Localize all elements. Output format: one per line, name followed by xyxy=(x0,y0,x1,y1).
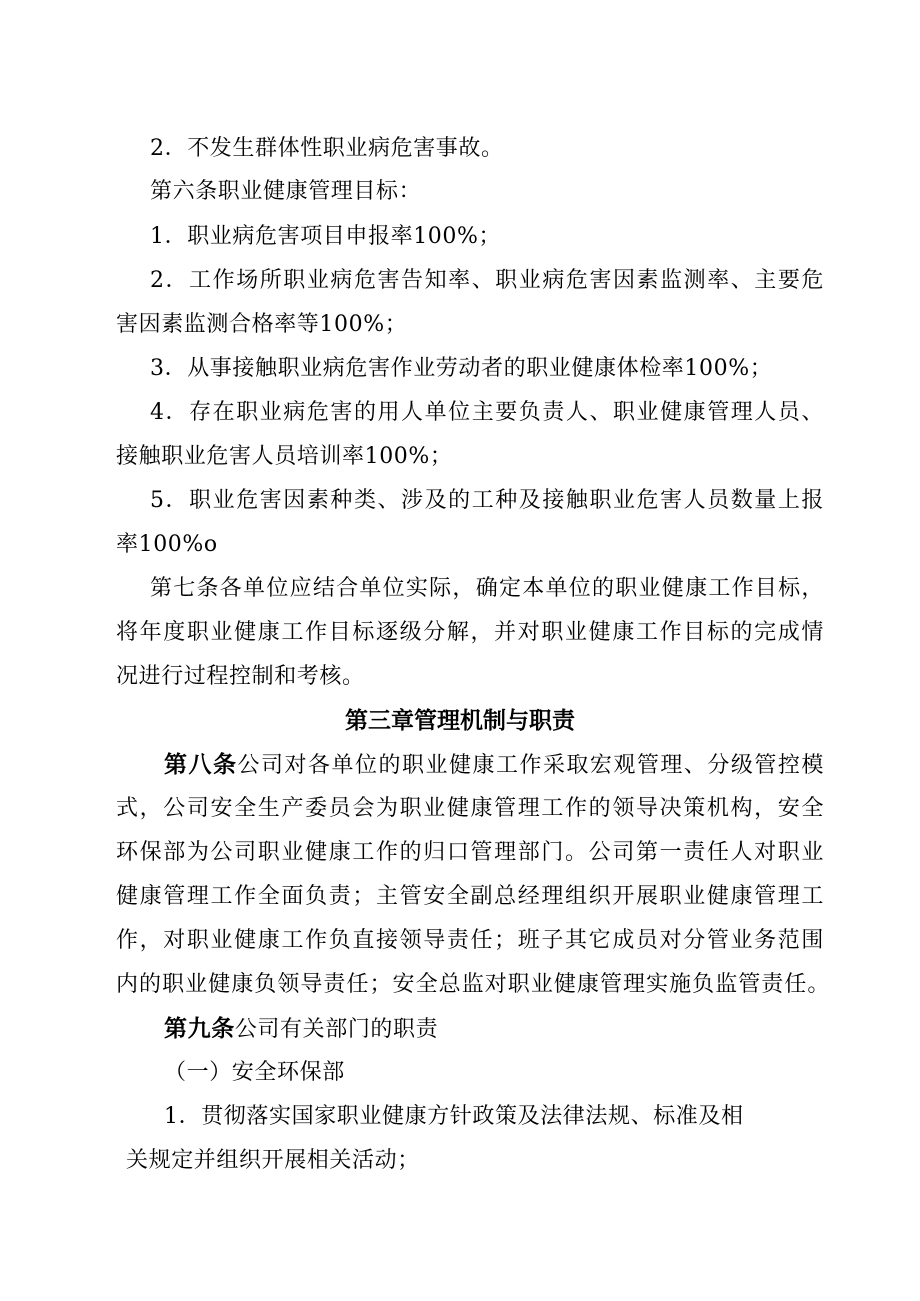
paragraph-line: 关规定并组织开展相关活动； xyxy=(126,1148,420,1173)
article-7-line: 第七条各单位应结合单位实际，确定本单位的职业健康工作目标， xyxy=(150,576,824,601)
paragraph-line: 1．职业病危害项目申报率100%； xyxy=(150,224,502,249)
paragraph-line: 式，公司安全生产委员会为职业健康管理工作的领导决策机构，安全 xyxy=(116,796,824,821)
article-8-label: 第八条 xyxy=(164,752,238,778)
paragraph-line: 1．贯彻落实国家职业健康方针政策及法律法规、标准及相 xyxy=(164,1104,744,1129)
article-6-title: 第六条职业健康管理目标： xyxy=(150,179,422,204)
paragraph-line: 害因素监测合格率等100%； xyxy=(116,312,408,337)
paragraph-line: 5．职业危害因素种类、涉及的工种及接触职业危害人员数量上报 xyxy=(150,488,824,513)
paragraph-line: 2．不发生群体性职业病危害事故。 xyxy=(150,136,504,161)
chapter-heading: 第三章管理机制与职责 xyxy=(345,708,575,734)
paragraph-line: 内的职业健康负领导责任；安全总监对职业健康管理实施负监管责任。 xyxy=(116,972,830,997)
paragraph-line: 率100%o xyxy=(116,532,218,557)
paragraph-line: 环保部为公司职业健康工作的归口管理部门。公司第一责任人对职业 xyxy=(116,840,824,865)
paragraph-line: 4．存在职业病危害的用人单位主要负责人、职业健康管理人员、 xyxy=(150,400,824,425)
paragraph-line: 健康管理工作全面负责；主管安全副总经理组织开展职业健康管理工 xyxy=(116,884,824,909)
paragraph-line: 将年度职业健康工作目标逐级分解，并对职业健康工作目标的完成情 xyxy=(116,620,824,645)
article-9-text: 公司有关部门的职责 xyxy=(234,1017,439,1042)
paragraph-line: 2．工作场所职业病危害告知率、职业病危害因素监测率、主要危 xyxy=(150,268,824,293)
article-8-text: 公司对各单位的职业健康工作采取宏观管理、分级管控模 xyxy=(237,753,824,778)
paragraph-line: 3．从事接触职业病危害作业劳动者的职业健康体检率100%； xyxy=(150,356,773,381)
article-9-line xyxy=(164,1014,438,1045)
paragraph-line: 接触职业危害人员培训率100%； xyxy=(116,444,453,469)
article-8-line xyxy=(164,750,824,781)
section-heading: （一）安全环保部 xyxy=(164,1060,345,1085)
article-9-label: 第九条 xyxy=(164,1016,235,1042)
paragraph-line: 况进行过程控制和考核。 xyxy=(116,664,365,689)
paragraph-line: 作，对职业健康工作负直接领导责任；班子其它成员对分管业务范围 xyxy=(116,928,824,953)
